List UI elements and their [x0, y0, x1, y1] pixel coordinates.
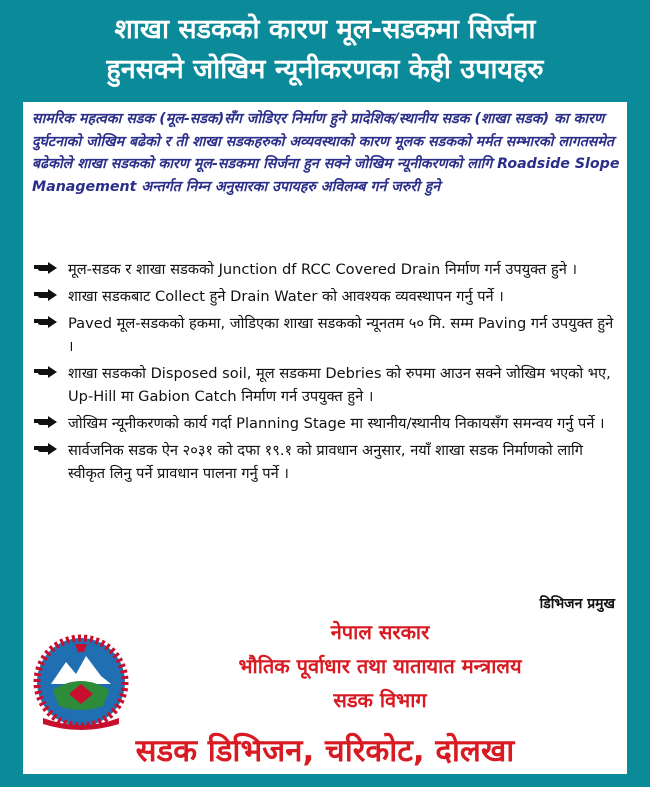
pointing-hand-icon	[33, 440, 59, 458]
department-name: सडक विभाग	[333, 688, 427, 712]
notice-panel	[23, 102, 627, 774]
title-line-1: शाखा सडकको कारण मूल-सडकमा सिर्जना	[114, 14, 536, 45]
government-block	[133, 616, 627, 716]
list-item	[23, 412, 627, 435]
bullet-text: शाखा सडकबाट Collect हुने Drain Water को आवश्यक व्यवस्थापन गर्नु पर्ने ।	[68, 288, 504, 305]
intro-paragraph: सामरिक महत्वका सडक (मूल-सडक)सँग जोडिएर निर्माण हुने प्रादेशिक/स्थानीय सडक (शाखा सडक) का कारण दुर्घटनाको जोखिम बढेको र ती शाखा सडकहरुको अव्यवस्थाको कारण मूलक सडकको मर्मत सम्भारको लागतसमेत बढेकोले शाखा सडकको कारण मूल-सडकमा सिर्जना हुन सक्ने जोखिम न्यूनीकरणको लागि Roadside Slope Management अन्तर्गत निम्न अनुसारका उपायहरु अविलम्ब गर्न जरुरी हुने	[32, 111, 620, 196]
government-name: नेपाल सरकार	[330, 620, 430, 644]
pointing-hand-icon	[33, 363, 59, 381]
title-line-2: हुनसक्ने जोखिम न्यूनीकरणका केही उपायहरु	[106, 54, 544, 85]
bullet-text: मूल-सडक र शाखा सडकको Junction df RCC Covered Drain निर्माण गर्न उपयुक्त हुने ।	[68, 261, 577, 278]
poster-header	[0, 0, 650, 100]
pointing-hand-icon	[33, 413, 59, 431]
ministry-name: भौतिक पूर्वाधार तथा यातायात मन्त्रालय	[238, 654, 522, 678]
bullet-text: जोखिम न्यूनीकरणको कार्य गर्दा Planning Stage मा स्थानीय/स्थानीय निकायसँग समन्वय गर्नु पर्ने ।	[68, 415, 605, 432]
bullet-text: Paved मूल-सडकको हकमा, जोडिएका शाखा सडकको न्यूनतम ५० मि. सम्म Paving गर्न उपयुक्त हुने ।	[68, 315, 614, 355]
list-item	[23, 285, 627, 308]
bullet-text: शाखा सडकको Disposed soil, मूल सडकमा Debries को रुपमा आउन सक्ने जोखिम भएको भए, Up-Hill मा Gabion Catch निर्माण गर्न उपयुक्त हुने ।	[68, 365, 611, 405]
pointing-hand-icon	[33, 259, 59, 277]
list-item	[23, 312, 627, 358]
list-item	[23, 439, 627, 485]
division-name: सडक डिभिजन, चरिकोट, दोलखा	[135, 733, 515, 769]
pointing-hand-icon	[33, 313, 59, 331]
bullet-list	[23, 258, 627, 489]
list-item	[23, 362, 627, 408]
list-item	[23, 258, 627, 281]
bullet-text: सार्वजनिक सडक ऐन २०३१ को दफा १९.१ को प्रावधान अनुसार, नयाँ शाखा सडक निर्माणको लागि स्वीकृत लिनु पर्ने प्रावधान पालना गर्नु पर्ने ।	[68, 442, 583, 482]
signature: डिभिजन प्रमुख	[539, 596, 615, 612]
nepal-emblem-icon	[31, 632, 131, 732]
pointing-hand-icon	[33, 286, 59, 304]
